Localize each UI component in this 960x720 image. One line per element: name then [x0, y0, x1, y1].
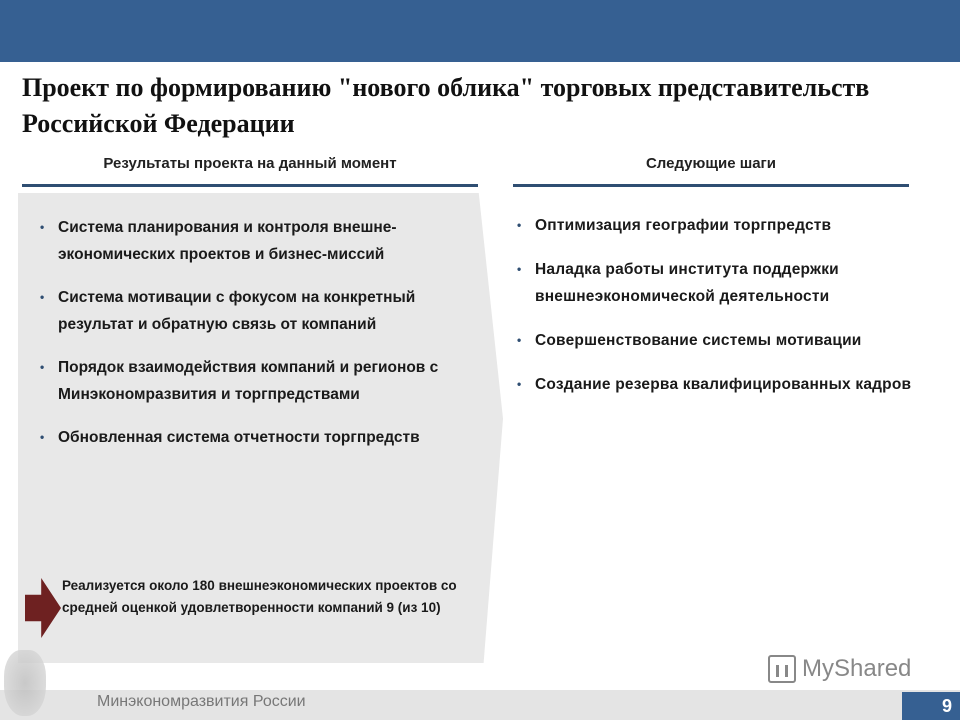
- footer-org: Минэкономразвития России: [97, 693, 306, 710]
- bullet-icon: •: [517, 262, 522, 276]
- watermark: [768, 655, 911, 683]
- watermark-text: MyShared: [802, 655, 912, 682]
- bullet-icon: •: [40, 290, 45, 304]
- summary-note: Реализуется около 180 внешнеэкономических проектов со средней оценкой удовлетворенности компаний 9 (из 10): [62, 578, 457, 615]
- list-item-text: Оптимизация географии торгпредств: [535, 217, 832, 234]
- right-heading-rule: [513, 184, 909, 187]
- list-item: [517, 256, 937, 310]
- bullet-icon: •: [40, 360, 45, 374]
- list-item: [40, 214, 480, 268]
- left-heading-rule: [22, 184, 478, 187]
- presentation-icon: [768, 655, 796, 683]
- bullet-icon: •: [517, 218, 522, 232]
- slide-title: Проект по формированию "нового облика" торговых представительств Российской Федерации: [22, 73, 870, 138]
- page-number: 9: [902, 692, 960, 720]
- list-item-text: Наладка работы института поддержки внешнеэкономической деятельности: [535, 261, 839, 305]
- right-column-heading: Следующие шаги: [645, 155, 777, 172]
- list-item-text: Система мотивации с фокусом на конкретный результат и обратную связь от компаний: [58, 289, 416, 333]
- list-item-text: Обновленная система отчетности торгпредств: [58, 429, 420, 446]
- next-steps-list: [517, 212, 937, 415]
- left-column-heading: Результаты проекта на данный момент: [103, 155, 397, 172]
- list-item-text: Совершенствование системы мотивации: [535, 332, 862, 349]
- list-item: [40, 424, 480, 451]
- list-item-text: Создание резерва квалифицированных кадров: [535, 376, 912, 393]
- list-item: [517, 371, 937, 398]
- list-item: [517, 327, 937, 354]
- bullet-icon: •: [517, 377, 522, 391]
- list-item-text: Система планирования и контроля внешне-экономических проектов и бизнес-миссий: [58, 219, 397, 263]
- results-list: [40, 214, 480, 467]
- list-item: [40, 354, 480, 408]
- list-item: [40, 284, 480, 338]
- bullet-icon: •: [517, 333, 522, 347]
- list-item: [517, 212, 937, 239]
- header-bar: [0, 0, 960, 62]
- bullet-icon: •: [40, 430, 45, 444]
- coat-of-arms-icon: [4, 650, 46, 716]
- list-item-text: Порядок взаимодействия компаний и регионов с Минэкономразвития и торгпредствами: [58, 359, 439, 403]
- bullet-icon: •: [40, 220, 45, 234]
